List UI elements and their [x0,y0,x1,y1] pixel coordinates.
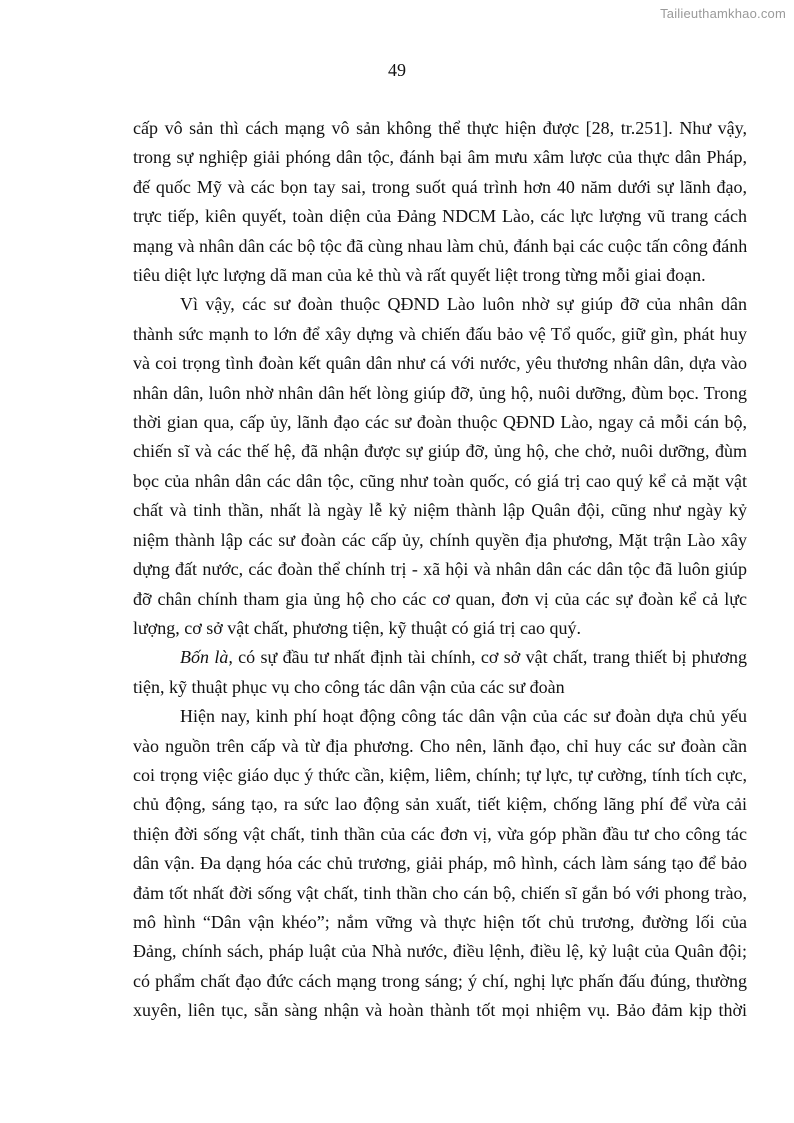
body-text [133,114,747,1026]
text-line: trực tiếp, kiên quyết, toàn diện của Đảng NDCM Lào, các lực lượng vũ trang cách [133,206,747,227]
text-line: tiện, kỹ thuật phục vụ cho công tác dân vận của các sư đoàn [133,676,565,697]
text-line: niệm thành lập các sư đoàn các cấp ủy, chính quyền địa phương, Mặt trận Lào xây [133,529,747,550]
text-line: nhân dân, luôn nhờ nhân dân hết lòng giúp đỡ, ủng hộ, nuôi dưỡng, đùm bọc. Trong [133,382,747,403]
text-line: lượng, cơ sở vật chất, phương tiện, kỹ thuật có giá trị cao quý. [133,617,581,638]
text-line: dân vận. Đa dạng hóa các chủ trương, giải pháp, mô hình, cách làm sáng tạo để bảo [133,853,747,874]
text-line: đảm tốt nhất đời sống vật chất, tinh thần cho cán bộ, chiến sĩ gắn bó với phong trào, [133,882,747,903]
text-line: xuyên, liên tục, sẵn sàng nhận và hoàn thành tốt mọi nhiệm vụ. Bảo đảm kịp thời [133,1000,747,1021]
text-line: thiện đời sống vật chất, tinh thần của các đơn vị, vừa góp phần đầu tư cho công tác [133,823,747,844]
text-line: tiêu diệt lực lượng dã man của kẻ thù và rất quyết liệt trong từng mỗi giai đoạn. [133,265,706,286]
text-line: dựng đất nước, các đoàn thể chính trị - xã hội và nhân dân các dân tộc đã luôn giúp [133,559,747,580]
text-line [133,643,747,672]
page-number: 49 [388,60,406,80]
text-line: chủ động, sáng tạo, ra sức lao động sản xuất, tiết kiệm, chống lãng phí để vừa cải [133,794,747,815]
text-line: chiến sĩ và các thế hệ, đã nhận được sự giúp đỡ, ủng hộ, che chở, nuôi dưỡng, đùm [133,441,747,462]
text-line: cấp vô sản thì cách mạng vô sản không thể thực hiện được [28, tr.251]. Như vậy, [133,118,747,138]
text-line: đỡ chân chính tham gia ủng hộ cho các cơ quan, đơn vị của các sự đoàn kể cả lực [133,588,747,609]
paragraph-4 [133,702,747,1025]
text-line: đế quốc Mỹ và các bọn tay sai, trong suốt quá trình hơn 40 năm dưới sự lãnh đạo, [133,176,747,197]
paragraph-2 [133,290,747,643]
text-line: thành sức mạnh to lớn để xây dựng và chiến đấu bảo vệ Tổ quốc, giữ gìn, phát huy [133,323,747,344]
text-line: và coi trọng tình đoàn kết quân dân như cá với nước, yêu thương nhân dân, dựa vào [133,353,747,374]
text-line: chất và tinh thần, nhất là ngày lễ kỷ niệm thành lập Quân đội, cũng như ngày kỷ [133,500,747,521]
text-line: Hiện nay, kinh phí hoạt động công tác dân vận của các sư đoàn dựa chủ yếu [180,706,747,727]
text-line: mô hình “Dân vận khéo”; nắm vững và thực hiện tốt chủ trương, đường lối của [133,911,747,932]
watermark: Tailieuthamkhao.com [660,6,786,21]
text-line: Đảng, chính sách, pháp luật của Nhà nước, điều lệnh, điều lệ, kỷ luật của Quân đội; [133,941,747,962]
italic-lead: Bốn là, [180,647,233,668]
paragraph-1 [133,114,747,290]
text-line: mạng và nhân dân các bộ tộc đã cùng nhau làm chủ, đánh bại các cuộc tấn công đánh [133,235,748,256]
text-line: coi trọng việc giáo dục ý thức cần, kiệm, liêm, chính; tự lực, tự cường, tính tích cực, [133,764,747,785]
text-line: vào nguồn trên cấp và từ địa phương. Cho nên, lãnh đạo, chỉ huy các sư đoàn cần [133,735,747,756]
text-line: trong sự nghiệp giải phóng dân tộc, đánh bại âm mưu xâm lược của thực dân Pháp, [133,147,747,168]
text-line: bọc của nhân dân các dân tộc, cũng như toàn quốc, có giá trị cao quý kể cả mặt vật [133,470,747,491]
paragraph-3 [133,643,747,702]
text-line-rest: có sự đầu tư nhất định tài chính, cơ sở vật chất, trang thiết bị phương [232,647,747,668]
text-line: có phẩm chất đạo đức cách mạng trong sáng; ý chí, nghị lực phấn đấu đúng, thường [133,970,747,991]
text-line: Vì vậy, các sư đoàn thuộc QĐND Lào luôn nhờ sự giúp đỡ của nhân dân [180,294,747,315]
text-line: thời gian qua, cấp ủy, lãnh đạo các sư đoàn thuộc QĐND Lào, ngay cả mỗi cán bộ, [133,412,747,433]
